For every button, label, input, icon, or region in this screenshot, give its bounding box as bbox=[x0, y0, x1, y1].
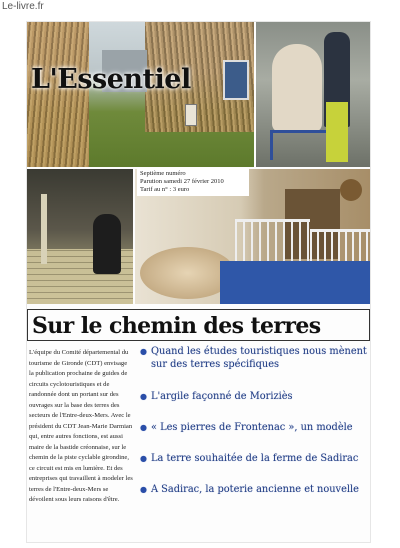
bullet-icon: ● bbox=[140, 454, 147, 463]
bullet-icon: ● bbox=[140, 423, 147, 432]
headline: Sur le chemin des terres bbox=[32, 313, 321, 339]
bullet-icon: ● bbox=[140, 347, 147, 356]
site-label: Le-livre.fr bbox=[2, 1, 44, 12]
magazine-cover bbox=[27, 22, 370, 542]
bullet-icon: ● bbox=[140, 485, 147, 494]
topic-item: ● Quand les études touristiques nous mènent sur des terres spécifiques bbox=[140, 346, 367, 370]
issue-info bbox=[137, 168, 249, 196]
masthead-title: L'Essentiel bbox=[31, 64, 191, 95]
topic-item: ● La terre souhaitée de la ferme de Sadirac bbox=[140, 453, 359, 464]
interior-photo bbox=[27, 169, 133, 304]
headline-box bbox=[27, 309, 370, 341]
topic-item: ● L'argile façonné de Moriziès bbox=[140, 391, 293, 402]
issue-date: Parution samedi 27 février 2010 bbox=[140, 178, 224, 185]
issue-number: Septième numéro bbox=[140, 170, 186, 177]
topics-list bbox=[140, 345, 370, 514]
bullet-icon: ● bbox=[140, 392, 147, 401]
intro-text: L'équipe du Comité départemental du tourisme de Gironde (CDT) envisage la publication prochaine de guides de circuits cyclotouristiques et de randonnée dont un portant sur des ouvrages sur la base des terres des secteurs de l'Entre-deux-Mers. Avec le président du CDT Jean-Marie Darmian qui, entre autres fonctions, est aussi maire de la bastide créonnaise, sur le chemin de la piste cyclable girondine, ce circuit est mis en lumière. Et des entreprises qui travaillent à modeler les terres de l'Entre-deux-Mers se dévoilent sous leurs raisons d'être. bbox=[29, 349, 133, 503]
topic-item: ● « Les pierres de Frontenac », un modèle bbox=[140, 422, 353, 433]
sculptor-photo bbox=[256, 22, 370, 167]
topic-item: ● A Sadirac, la poterie ancienne et nouvelle bbox=[140, 484, 359, 495]
issue-price: Tarif au n° : 3 euro bbox=[140, 186, 190, 193]
